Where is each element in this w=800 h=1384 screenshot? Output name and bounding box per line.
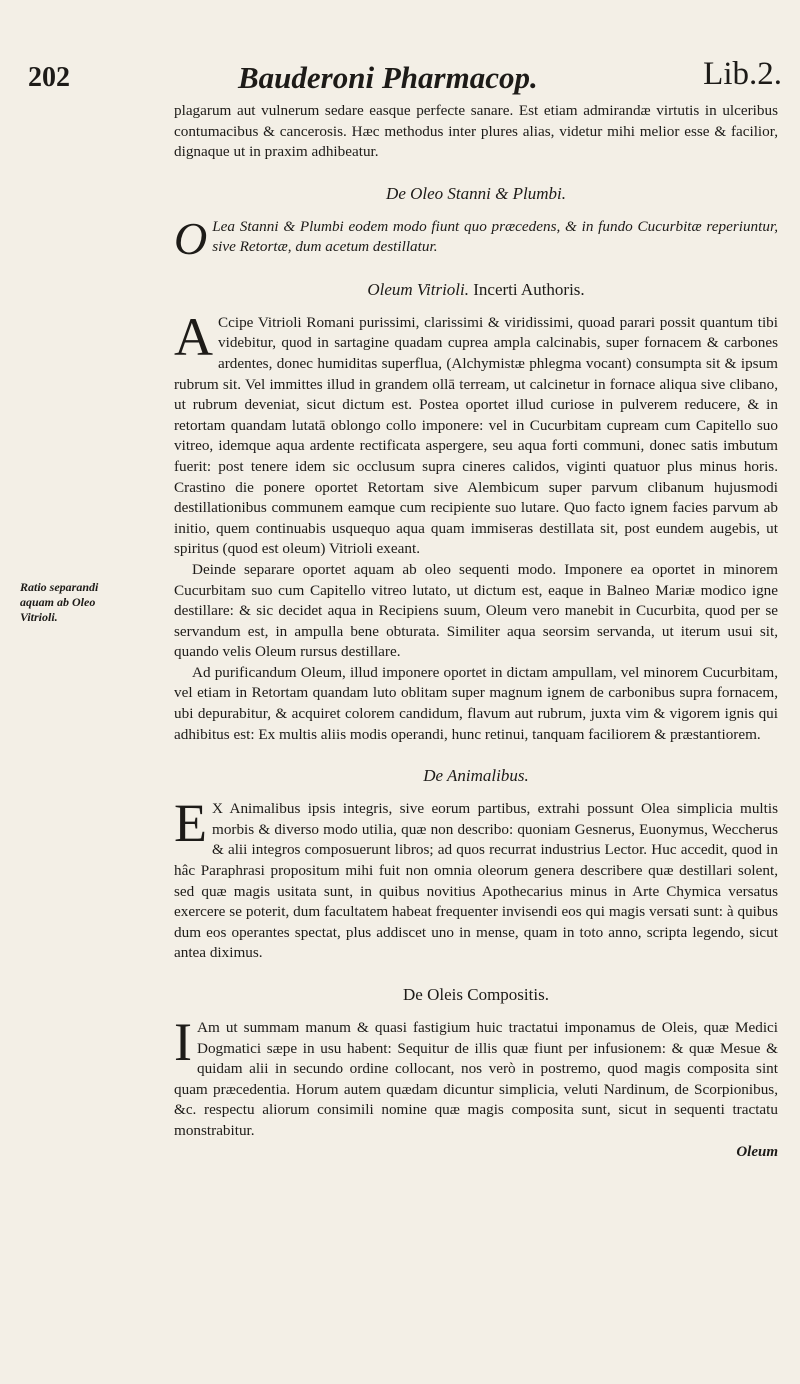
paragraph (174, 212, 778, 264)
main-text (174, 101, 778, 1161)
drop-cap: O (174, 212, 208, 264)
section-heading: De Oleo Stanni & Plumbi. (386, 183, 566, 203)
heading-italic: Oleum Vitrioli. (367, 279, 469, 299)
paragraph-text: Am ut summam manum & quasi fastigium huic tractatui imponamus de Oleis, quæ Medici Dogmatici sæpe in usu habent: Sequitur de illis quæ fiunt per infusionem: & quæ Mesue & quidam alii in secundo ordine collocant, nos verò in postremo, quod magis composita sint quam præcedentia. Horum autem quædam dicuntur simplicia, veluti Nardinum, de Scorpionibus, &c. respectu aliorum consimili nomine quæ magis composita sunt, sicut in sequenti tractatu monstrabitur. (174, 1019, 778, 1139)
running-title: Bauderoni Pharmacop. (238, 60, 538, 95)
paragraph-text: Ccipe Vitrioli Romani purissimi, clarissimi & viridissimi, quoad parari possit quantum tibi videbitur, quod in sartagine quadam cuprea ampla calcinabis, super fornacem & carbones ardentes, donec humiditas superflua, (Alchymistæ phlegma vocant) consumpta sit & ipsum rubrum sit. Vel immittes illud in grandem ollā terream, ut calcinetur in fornace aliqua sive clibano, ut rubrum deveniat, sicut dictum est. Postea oportet illud curiose in pulverem reducere, & in retortam quandam lutatā oblongo collo imponere: vel in Cucurbitam cupream cum Capitello suo vitreo, idemque aqua ardente rectificata aspergere, seu aqua forti communi, donec satis imbutum fuerit: post tenere idem sic occlusum supra cineres calidos, viginti quatuor plus minus horis. Crastino die ponere oportet Retortam sive Alembicum super parvum clibanum hujusmodi destillationibus communem eamque cum recipiente suo lutare. Quo facto ignem facies parvum ab initio, quem continuabis usquequo aqua quam immiseras destillata sit, post eundem augebis, ut spiritus (quod est oleum) Vitrioli exeant. (174, 313, 778, 558)
paragraph (174, 1012, 778, 1142)
heading-roman: Incerti Authoris. (473, 279, 585, 299)
section-heading (174, 277, 778, 303)
paragraph: plagarum aut vulnerum sedare easque perfecte sanare. Est etiam admirandæ virtutis in ulceribus contumacibus & cancerosis. Hæc methodus inter plures alias, videtur mihi melior esse & facilior, dignaque ut in praxim adhibeatur. (174, 102, 778, 161)
paragraph (174, 306, 778, 560)
drop-cap: A (174, 306, 213, 367)
margin-note: Ratio separandi aquam ab Oleo Vitrioli. (20, 580, 99, 624)
section-heading: De Animalibus. (423, 766, 529, 786)
catchword: Oleum (736, 1143, 778, 1160)
paragraph: Deinde separare oportet aquam ab oleo sequenti modo. Imponere ea oportet in minorem Cucurbitam suo cum Capitello vitreo lutato, ut dictum est, eaque in Balneo Mariæ modico igne destillare: & sic decidet aqua in Recipiens suum, Oleum vero manebit in Cucurbita, quod per se servandum est, in ampulla bene obturata. Similiter aqua seorsim servanda, ut iterum usui sit, quando velis Oleum rursus destillare. (174, 560, 778, 661)
section-heading: De Oleis Compositis. (403, 985, 549, 1004)
paragraph: Ad purificandum Oleum, illud imponere oportet in dictam ampullam, vel minorem Cucurbitam, vel etiam in Retortam quandam luto oblitam super magnum ignem de carbonibus supra fornacem, ubi depurabitur, & acquiret colorem candidum, flavum aut rubrum, juxta vim & vigorem ignis qui adhibitus est: Ex multis aliis modis operandi, hunc retinui, tanquam faciliorem & præstantiorem. (174, 663, 778, 743)
paragraph-text: X Animalibus ipsis integris, sive eorum partibus, extrahi possunt Olea simplicia multis morbis & diverso modo utilia, quæ non describo: quoniam Gesnerus, Euonymus, Weccherus & alii integros composuerunt libros; ad quos recurrat industrius Lector. Huc accedit, quod in hâc Paraphrasi propositum mihi fuit non omnia oleorum genera describere quæ destillari solent, sed quæ magis usitata sunt, in quibus novitius Apothecarius minus in Arte Chymica versatus exercere se poterit, dum facultatem habeat frequenter invisendi eos qui magis versati sunt: à quibus dum eos operantes spectat, plus addiscet uno in mense, quam in toto anno, scripta legendo, sicut antea diximus. (174, 800, 778, 962)
running-header (28, 58, 782, 104)
paragraph (174, 793, 778, 964)
drop-cap: I (174, 1012, 192, 1072)
book-number: Lib.2. (703, 56, 782, 92)
drop-cap: E (174, 793, 207, 854)
page-number: 202 (28, 62, 70, 93)
paragraph-text: Lea Stanni & Plumbi eodem modo fiunt quo præcedens, & in fundo Cucurbitæ reperiuntur, sive Retortæ, dum acetum destillatur. (212, 217, 778, 256)
